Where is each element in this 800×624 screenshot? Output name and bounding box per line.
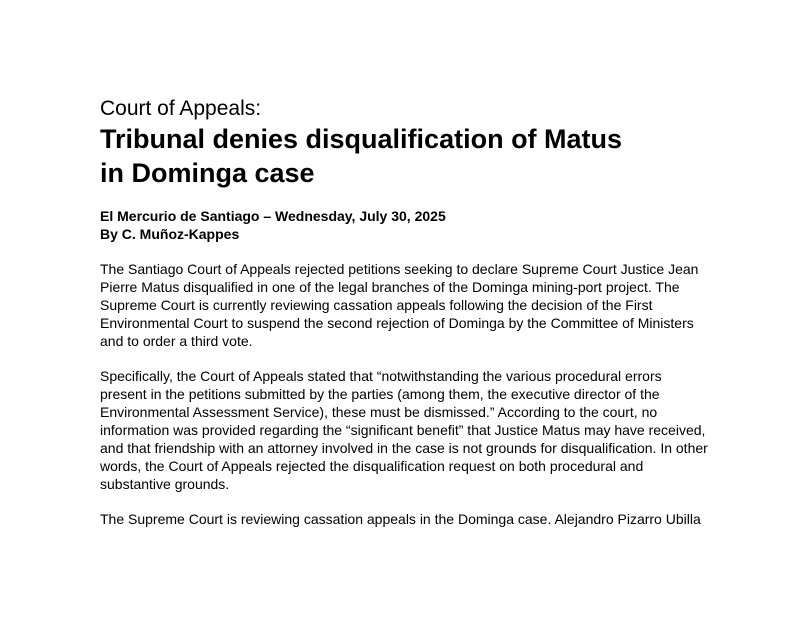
paragraph: Specifically, the Court of Appeals stated that “notwithstanding the various procedural errors present in the petitions submitted by the parties (among them, the executive director of the Environmental Assessment Service), these must be dismissed.” According to the court, no information was provided regarding the “significant benefit” that Justice Matus may have received, and that friendship with an attorney involved in the case is not grounds for disqualification. In other words, the Court of Appeals rejected the disqualification request on both procedural and substantive grounds. (100, 368, 708, 492)
paragraph: The Supreme Court is reviewing cassation appeals in the Dominga case. Alejandro Pizarro Ubilla (100, 511, 701, 527)
article-body (100, 260, 710, 528)
headline-line-1: Tribunal denies disqualification of Matus (100, 124, 623, 154)
dateline: El Mercurio de Santiago – Wednesday, July 30, 2025 (100, 208, 446, 224)
article (100, 96, 710, 545)
author: By C. Muñoz-Kappes (100, 226, 240, 242)
byline (100, 207, 710, 243)
article-kicker: Court of Appeals: (100, 97, 262, 120)
headline-line-2: in Dominga case (100, 158, 315, 188)
article-headline (100, 122, 710, 190)
paragraph: The Santiago Court of Appeals rejected petitions seeking to declare Supreme Court Justice Jean Pierre Matus disqualified in one of the legal branches of the Dominga mining-port project. The Supreme Court is currently reviewing cassation appeals following the decision of the First Environmental Court to suspend the second rejection of Dominga by the Committee of Ministers and to order a third vote. (100, 261, 699, 349)
